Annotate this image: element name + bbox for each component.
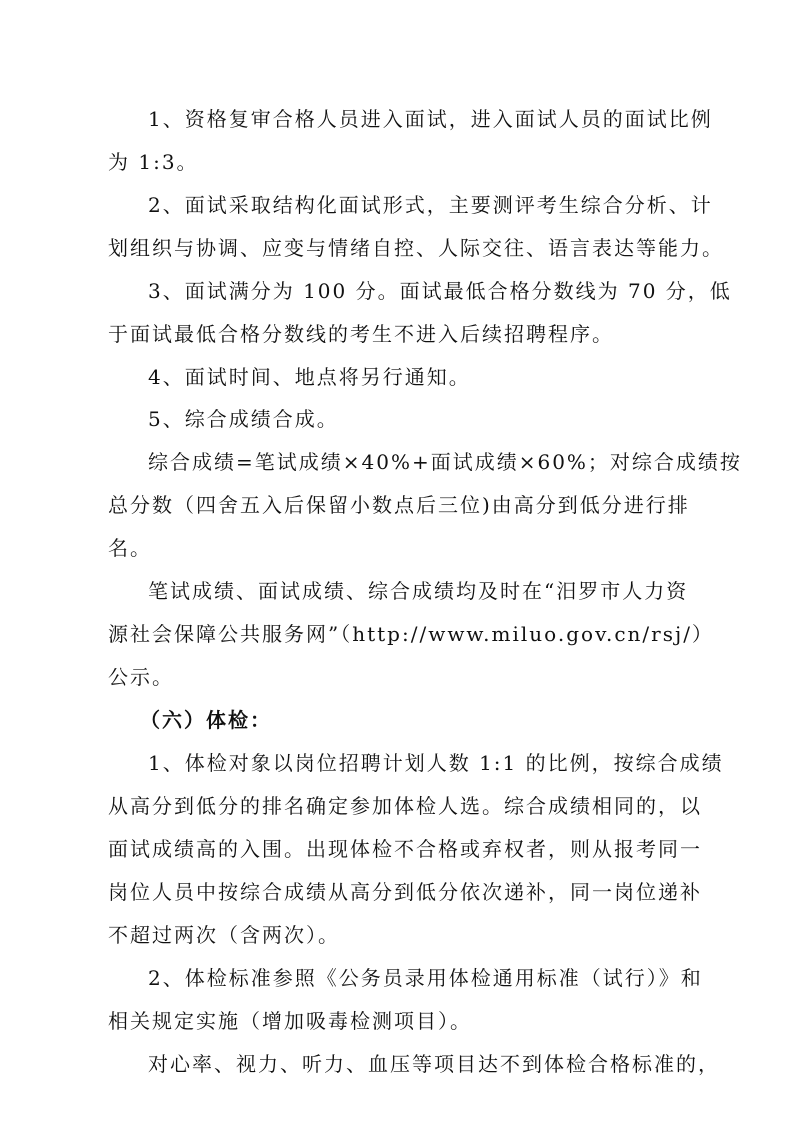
paragraph-line: 1、体检对象以岗位招聘计划人数 1:1 的比例，按综合成绩 [148, 751, 724, 775]
paragraph-line: 为 1:3。 [108, 150, 199, 174]
paragraph-line: 5、综合成绩合成。 [148, 407, 339, 431]
paragraph-line: 笔试成绩、面试成绩、综合成绩均及时在“汨罗市人力资 [148, 579, 689, 603]
paragraph-line: 岗位人员中按综合成绩从高分到低分依次递补，同一岗位递补 [108, 880, 702, 904]
paragraph-line: 不超过两次（含两次）。 [108, 923, 340, 947]
paragraph-line: 对心率、视力、听力、血压等项目达不到体检合格标准的， [148, 1052, 720, 1076]
paragraph-line: 名。 [108, 536, 152, 560]
paragraph-line: 公示。 [108, 665, 174, 689]
paragraph-line: 2、体检标准参照《公务员录用体检通用标准（试行）》和 [148, 966, 703, 990]
paragraph-line: 面试成绩高的入围。出现体检不合格或弃权者，则从报考同一 [108, 837, 702, 861]
section-heading: （六）体检： [140, 708, 272, 732]
paragraph-line: 划组织与协调、应变与情绪自控、人际交往、语言表达等能力。 [108, 236, 724, 260]
paragraph-line: 综合成绩=笔试成绩×40%+面试成绩×60%；对综合成绩按 [148, 450, 742, 474]
paragraph-line: 1、资格复审合格人员进入面试，进入面试人员的面试比例 [148, 107, 713, 131]
paragraph-line: 3、面试满分为 100 分。面试最低合格分数线为 70 分，低 [148, 279, 732, 303]
paragraph-line: 从高分到低分的排名确定参加体检人选。综合成绩相同的，以 [108, 794, 702, 818]
paragraph-line: 2、面试采取结构化面试形式，主要测评考生综合分析、计 [148, 193, 713, 217]
paragraph-line: 源社会保障公共服务网”（http://www.miluo.gov.cn/rsj/） [108, 622, 714, 646]
paragraph-line: 4、面试时间、地点将另行通知。 [148, 365, 471, 389]
paragraph-line: 相关规定实施（增加吸毒检测项目）。 [108, 1009, 472, 1033]
paragraph-line: 总分数（四舍五入后保留小数点后三位)由高分到低分进行排 [108, 493, 690, 517]
paragraph-line: 于面试最低合格分数线的考生不进入后续招聘程序。 [108, 322, 614, 346]
